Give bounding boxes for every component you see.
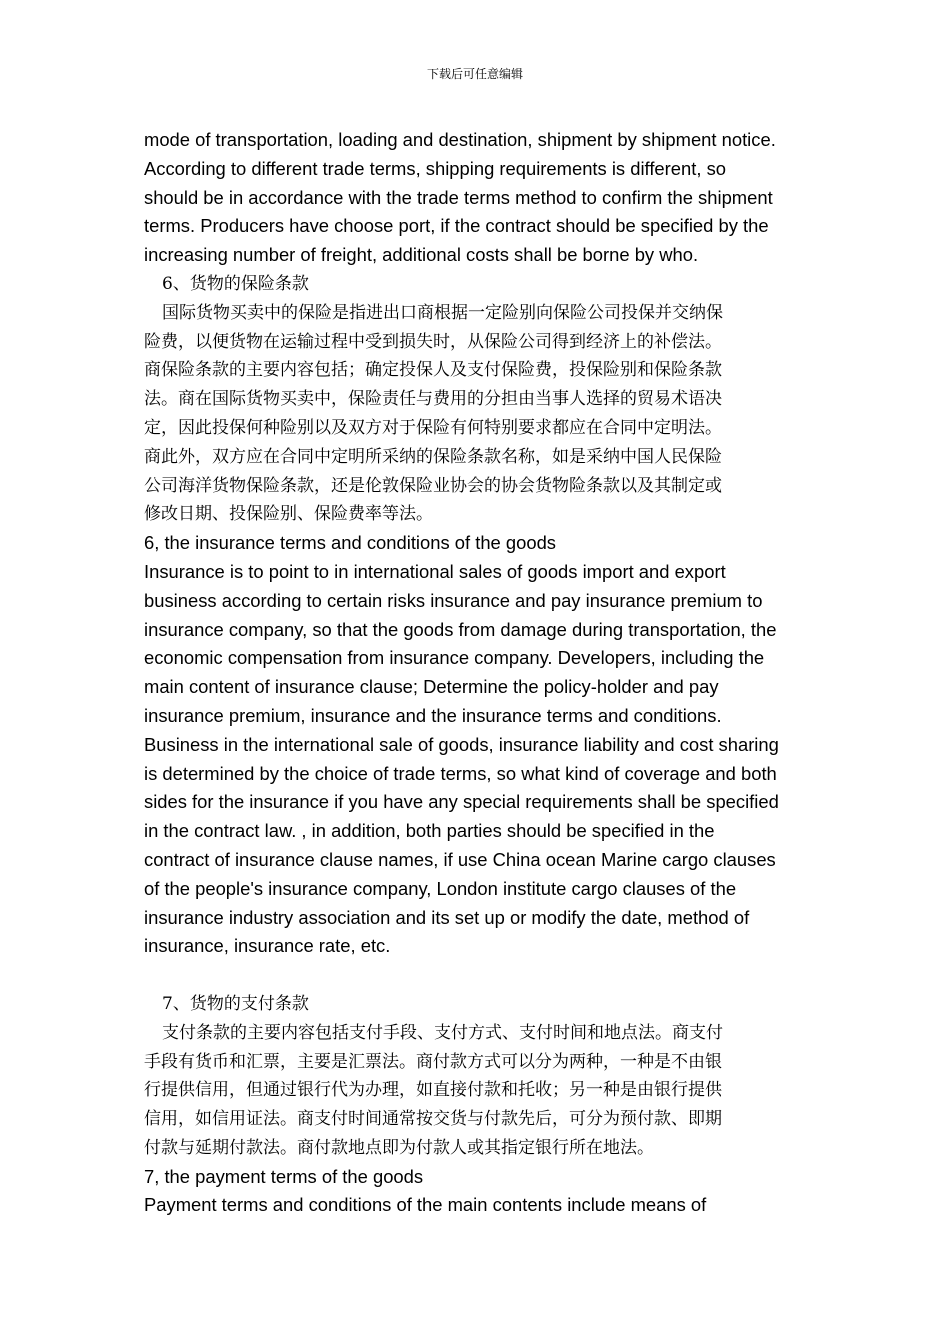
payment-paragraph-en <box>144 1191 809 1220</box>
text-line: Insurance is to point to in international sales of goods import and export <box>144 560 726 582</box>
text-line: 商此外，双方应在合同中定明所采纳的保险条款名称，如是采纳中国人民保险 <box>144 446 722 467</box>
insurance-heading-zh: 6、货物的保险条款 <box>162 273 309 294</box>
payment-heading-en: 7, the payment terms of the goods <box>144 1165 424 1187</box>
text-line: sides for the insurance if you have any special requirements shall be specified <box>144 791 779 813</box>
text-line: 定，因此投保何种险别以及双方对于保险有何特别要求都应在合同中定明法。 <box>144 417 722 438</box>
text-line: insurance premium, insurance and the insurance terms and conditions. <box>144 704 722 726</box>
text-line: terms. Producers have choose port, if the contract should be specified by the <box>144 215 769 237</box>
text-line: 商保险条款的主要内容包括；确定投保人及支付保险费，投保险别和保险条款 <box>144 360 722 381</box>
text-line: increasing number of freight, additional costs shall be borne by who. <box>144 244 699 266</box>
text-line: Payment terms and conditions of the main contents include means of <box>144 1194 707 1216</box>
text-line: should be in accordance with the trade terms method to confirm the shipment <box>144 186 773 208</box>
text-line: According to different trade terms, shipping requirements is different, so <box>144 157 726 179</box>
text-line: insurance company, so that the goods from damage during transportation, the <box>144 618 777 640</box>
text-line: main content of insurance clause; Determine the policy-holder and pay <box>144 676 719 698</box>
payment-paragraph-zh <box>144 1019 809 1163</box>
insurance-heading-en: 6, the insurance terms and conditions of the goods <box>144 532 557 554</box>
text-line: 法。商在国际货物买卖中，保险责任与费用的分担由当事人选择的贸易术语决 <box>144 389 722 410</box>
text-line: insurance industry association and its set up or modify the date, method of <box>144 906 750 928</box>
text-line: 信用，如信用证法。商支付时间通常按交货与付款先后，可分为预付款、即期 <box>144 1109 722 1130</box>
page-header: 下载后可任意编辑 <box>426 67 523 81</box>
text-line: 修改日期、投保险别、保险费率等法。 <box>144 504 433 525</box>
text-line: 险费，以便货物在运输过程中受到损失时，从保险公司得到经济上的补偿法。 <box>144 331 722 352</box>
shipment-paragraph-en <box>144 126 809 270</box>
text-line: mode of transportation, loading and destination, shipment by shipment notice. <box>144 129 776 150</box>
text-line: 付款与延期付款法。商付款地点即为付款人或其指定银行所在地法。 <box>144 1137 654 1158</box>
insurance-paragraph-zh <box>144 299 809 529</box>
blank-line <box>144 961 809 990</box>
text-line: economic compensation from insurance company. Developers, including the <box>144 647 765 669</box>
document-body <box>144 126 809 1220</box>
insurance-paragraph-en <box>144 558 809 961</box>
text-line: of the people's insurance company, London institute cargo clauses of the <box>144 877 737 899</box>
text-line: 行提供信用，但通过银行代为办理，如直接付款和托收；另一种是由银行提供 <box>144 1080 722 1101</box>
text-line: in the contract law. , in addition, both parties should be specified in the <box>144 820 715 842</box>
text-line: Business in the international sale of goods, insurance liability and cost sharing <box>144 733 779 755</box>
text-line: 支付条款的主要内容包括支付手段、支付方式、支付时间和地点法。商支付 <box>162 1022 723 1043</box>
payment-heading-zh: 7、货物的支付条款 <box>162 993 309 1014</box>
text-line: 手段有货币和汇票，主要是汇票法。商付款方式可以分为两种，一种是不由银 <box>144 1051 722 1072</box>
text-line: contract of insurance clause names, if use China ocean Marine cargo clauses <box>144 848 776 870</box>
text-line: 公司海洋货物保险条款，还是伦敦保险业协会的协会货物险条款以及其制定或 <box>144 475 722 496</box>
text-line: is determined by the choice of trade terms, so what kind of coverage and both <box>144 762 777 784</box>
text-line: insurance, insurance rate, etc. <box>144 935 391 957</box>
text-line: business according to certain risks insurance and pay insurance premium to <box>144 589 763 611</box>
text-line: 国际货物买卖中的保险是指进出口商根据一定险别向保险公司投保并交纳保 <box>162 302 723 323</box>
